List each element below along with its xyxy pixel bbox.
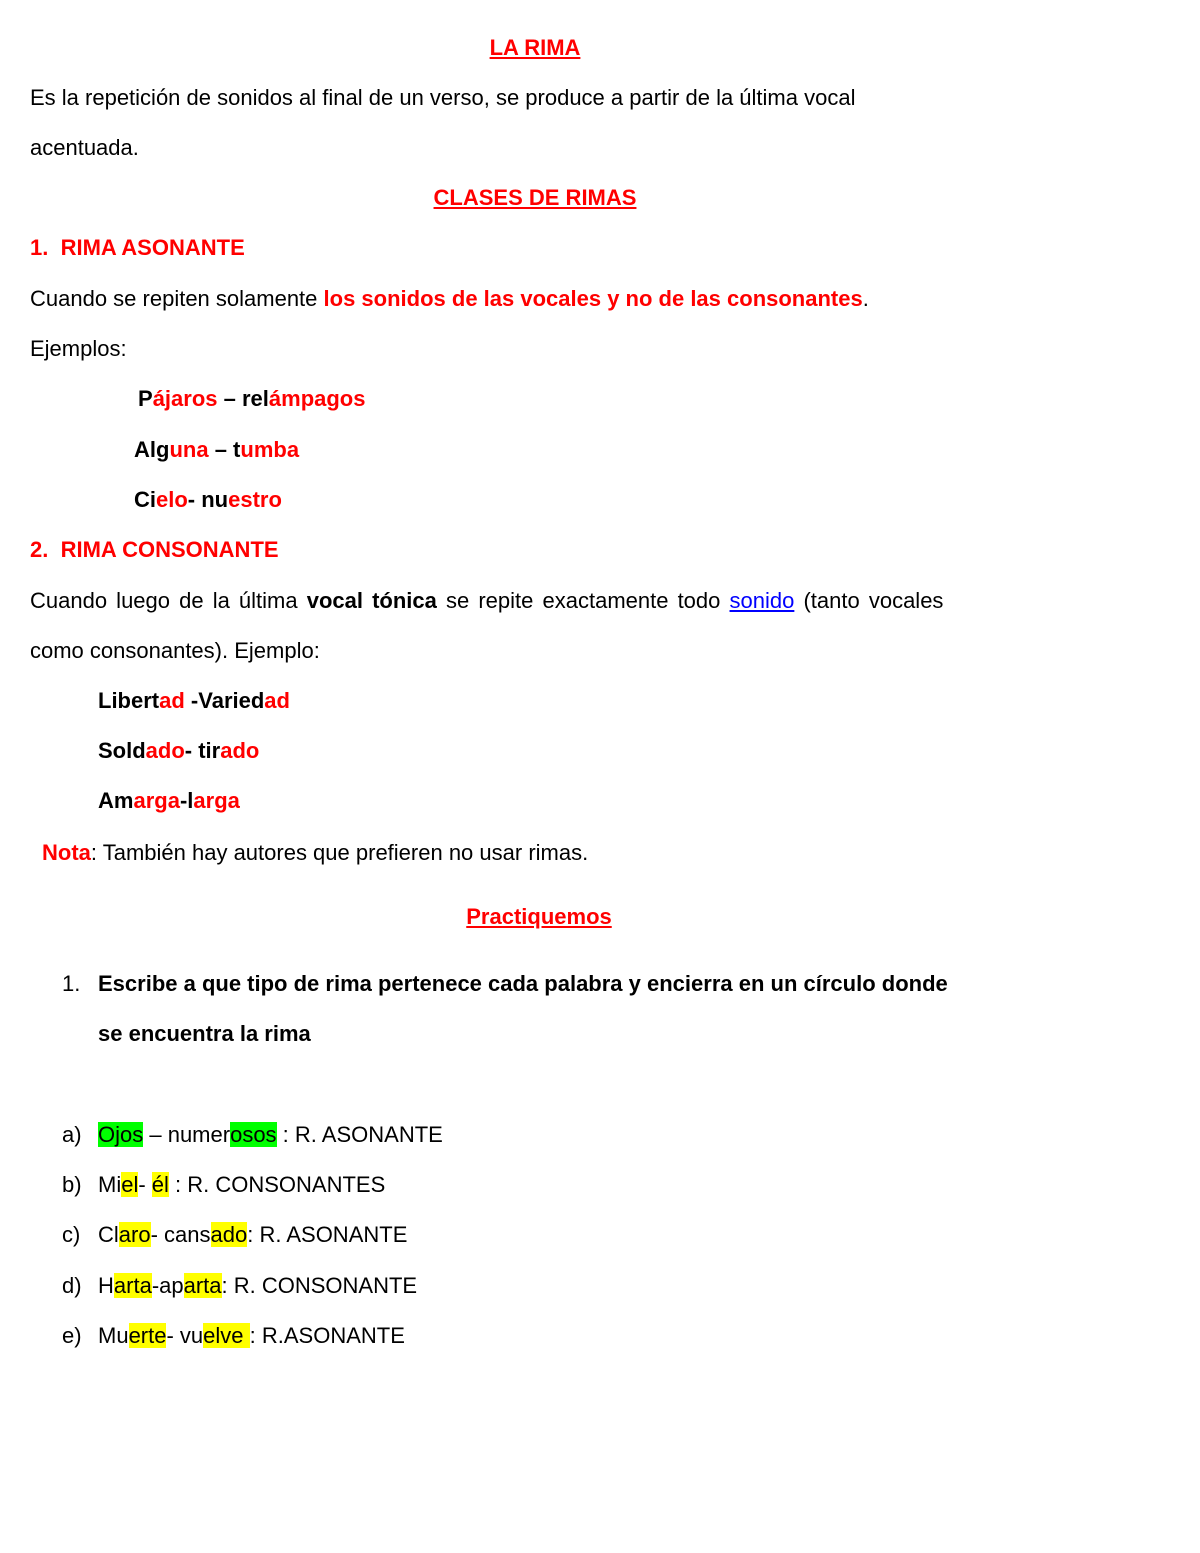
example-part: -Varied	[184, 688, 265, 713]
answer-part: Cl	[98, 1222, 119, 1247]
example-part: Alg	[134, 437, 170, 462]
answer-label: e)	[62, 1323, 82, 1348]
example-part: P	[138, 386, 153, 411]
answer-item	[62, 1272, 417, 1300]
answer-highlight: elve	[203, 1323, 250, 1348]
example-part: Ci	[134, 487, 156, 512]
desc-text: Cuando se repiten solamente	[30, 286, 324, 311]
definition-line-1: Es la repetición de sonidos al final de un verso, se produce a partir de la última vocal	[30, 85, 856, 110]
example-part: Sold	[98, 738, 146, 763]
example-rhyme: arga	[193, 788, 240, 813]
section-title: RIMA CONSONANTE	[60, 537, 279, 562]
desc-end: .	[862, 286, 869, 311]
question-number: 1.	[62, 971, 81, 996]
page-title: LA RIMA	[489, 35, 581, 60]
section-asonante-heading	[30, 234, 245, 262]
classes-heading: CLASES DE RIMAS	[433, 185, 637, 210]
example-part: - nu	[187, 487, 229, 512]
answer-part: Mi	[98, 1172, 122, 1197]
asonante-description	[30, 285, 869, 313]
answer-item	[62, 1322, 405, 1350]
sonido-link[interactable]: sonido	[729, 588, 795, 613]
note-label: Nota	[42, 840, 91, 865]
example-part: Libert	[98, 688, 160, 713]
consonante-example-3	[98, 787, 240, 815]
answer-part: - vu	[166, 1323, 204, 1348]
answer-part: H	[98, 1273, 114, 1298]
desc-text: (tanto vocales	[794, 588, 944, 613]
example-rhyme: elo	[156, 487, 188, 512]
answer-type: : R. ASONANTE	[276, 1122, 443, 1147]
example-rhyme: ad	[159, 688, 185, 713]
example-rhyme: arga	[133, 788, 180, 813]
example-rhyme: ámpagos	[268, 386, 366, 411]
example-rhyme: una	[169, 437, 209, 462]
example-part: – rel	[217, 386, 269, 411]
example-rhyme: ájaros	[152, 386, 218, 411]
example-part: -l	[179, 788, 194, 813]
question-line-1: Escribe a que tipo de rima pertenece cada palabra y encierra en un círculo donde	[98, 971, 948, 996]
answer-highlight: Ojos	[98, 1122, 144, 1147]
answer-part: – numer	[143, 1122, 231, 1147]
example-part: – t	[208, 437, 241, 462]
section-title: RIMA ASONANTE	[60, 235, 245, 260]
answer-highlight: erte	[128, 1323, 167, 1348]
answer-type: : R.ASONANTE	[249, 1323, 405, 1348]
example-rhyme: estro	[228, 487, 282, 512]
answer-label: b)	[62, 1172, 82, 1197]
consonante-example-1	[98, 687, 290, 715]
answer-highlight: ado	[210, 1222, 248, 1247]
answer-highlight: arta	[183, 1273, 222, 1298]
answer-label: c)	[62, 1222, 81, 1247]
answer-highlight: aro	[118, 1222, 151, 1247]
answer-part: -	[138, 1172, 152, 1197]
example-part: Am	[98, 788, 134, 813]
answer-highlight: osos	[230, 1122, 277, 1147]
section-number: 1.	[30, 235, 49, 260]
example-rhyme: ado	[220, 738, 260, 763]
desc-emphasis: vocal tónica	[306, 588, 437, 613]
answer-label: a)	[62, 1122, 82, 1147]
section-number: 2.	[30, 537, 49, 562]
consonante-example-2	[98, 737, 259, 765]
note-text: : También hay autores que prefieren no usar rimas.	[90, 840, 589, 865]
section-consonante-heading	[30, 536, 279, 564]
asonante-example-2	[134, 436, 299, 464]
answer-highlight: él	[151, 1172, 169, 1197]
example-rhyme: ado	[145, 738, 185, 763]
question-line-2: se encuentra la rima	[98, 1021, 311, 1046]
desc-text: se repite exactamente todo	[436, 588, 730, 613]
example-rhyme: ad	[264, 688, 290, 713]
desc-emphasis: los sonidos de las vocales y no de las consonantes	[323, 286, 863, 311]
note-line	[42, 839, 588, 867]
answer-part: -ap	[151, 1273, 184, 1298]
answer-highlight: arta	[113, 1273, 152, 1298]
answer-part: Mu	[98, 1323, 129, 1348]
examples-label: Ejemplos:	[30, 336, 127, 361]
answer-item	[62, 1121, 443, 1149]
answer-type: : R. CONSONANTES	[168, 1172, 386, 1197]
answer-item	[62, 1171, 385, 1199]
example-part: - tir	[184, 738, 221, 763]
asonante-example-1	[138, 385, 365, 413]
asonante-example-3	[134, 486, 282, 514]
desc-text: Cuando luego de la última	[30, 588, 307, 613]
definition-line-2: acentuada.	[30, 135, 139, 160]
consonante-description-line-2: como consonantes). Ejemplo:	[30, 638, 320, 663]
example-rhyme: umba	[240, 437, 300, 462]
consonante-description-line-1	[30, 587, 943, 615]
answer-label: d)	[62, 1273, 82, 1298]
practice-heading: Practiquemos	[466, 904, 612, 929]
answer-item	[62, 1221, 407, 1249]
answer-type: : R. ASONANTE	[247, 1222, 408, 1247]
answer-highlight: el	[121, 1172, 139, 1197]
answer-type: : R. CONSONANTE	[221, 1273, 418, 1298]
answer-part: - cans	[150, 1222, 211, 1247]
